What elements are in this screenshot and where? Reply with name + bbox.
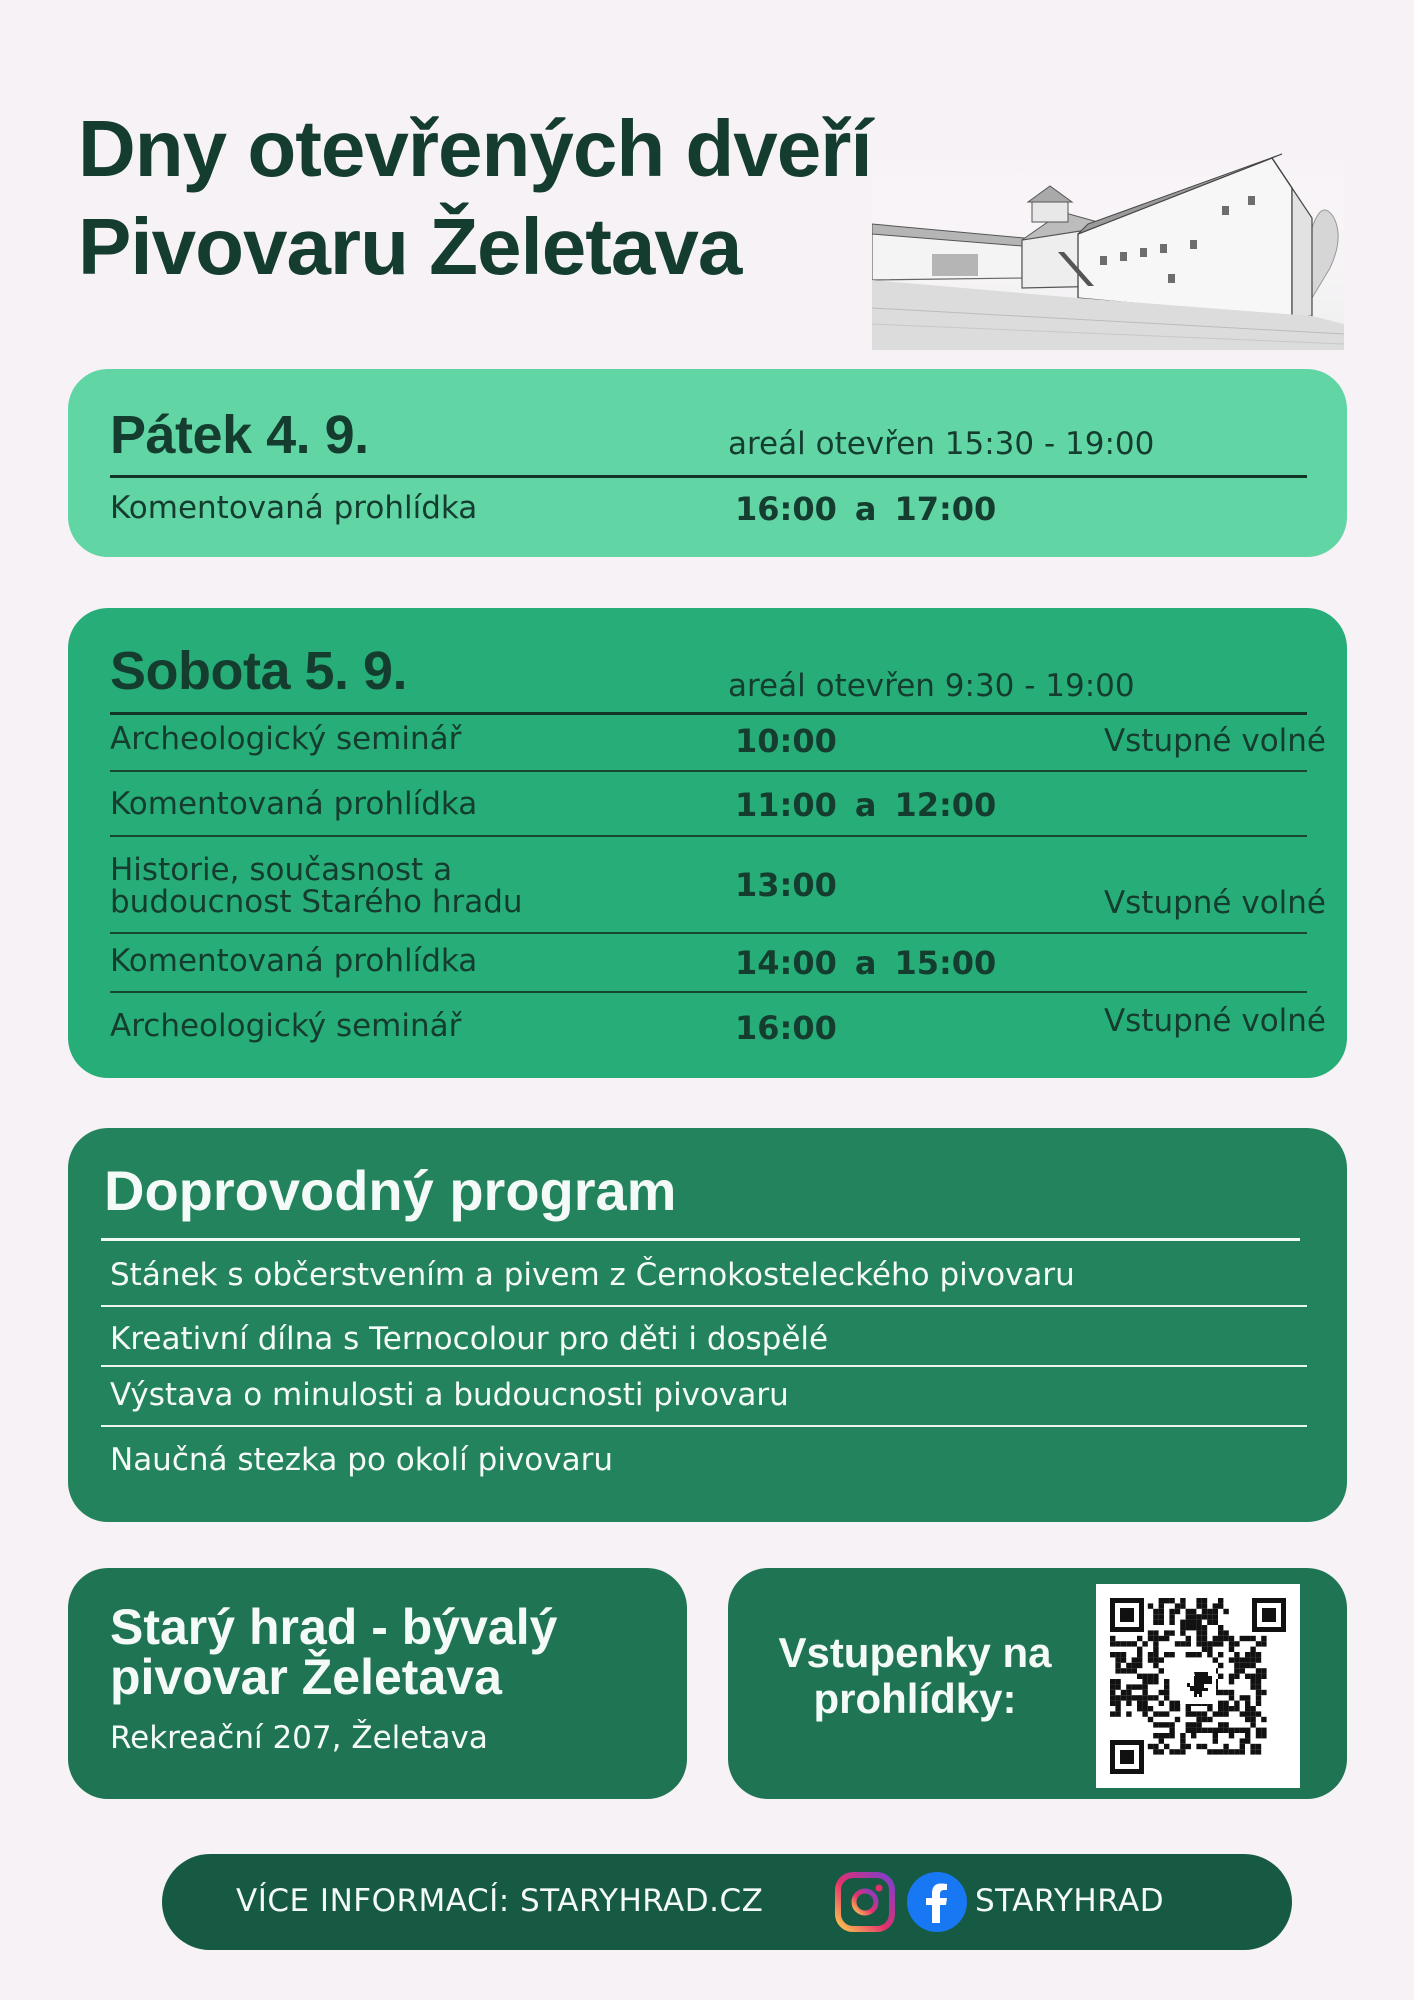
event-time: 10:00 [735, 722, 837, 760]
social-handle[interactable]: STARYHRAD [975, 1883, 1165, 1919]
program-heading: Doprovodný program [104, 1159, 677, 1222]
row-divider [110, 770, 1307, 772]
time-start: 16:00 [735, 490, 837, 528]
location-name: Starý hrad - bývalý pivovar Želetava [110, 1599, 558, 1705]
facebook-icon[interactable] [906, 1871, 968, 1933]
time-joiner: a [854, 944, 877, 982]
row-divider [110, 835, 1307, 837]
time-second: 15:00 [894, 944, 997, 982]
time-start: 14:00 [735, 944, 837, 982]
friday-opening-hours: areál otevřen 15:30 - 19:00 [728, 426, 1155, 462]
saturday-divider [110, 712, 1307, 715]
friday-divider [110, 475, 1307, 478]
time-second: 17:00 [894, 490, 997, 528]
event-name-line-1: Historie, současnost a [110, 852, 453, 888]
page-title [78, 100, 872, 296]
row-divider [110, 991, 1307, 993]
free-entry-note: Vstupné volné [1103, 885, 1326, 921]
qr-code-icon[interactable] [1096, 1584, 1300, 1788]
event-name: Komentovaná prohlídka [110, 943, 478, 979]
friday-day-heading: Pátek 4. 9. [110, 405, 369, 465]
event-time: 13:00 [735, 866, 837, 904]
row-divider [110, 932, 1307, 934]
brewery-illustration [872, 148, 1344, 350]
row-divider [101, 1305, 1307, 1307]
row-divider [101, 1425, 1307, 1427]
program-item: Kreativní dílna s Ternocolour pro děti i dospělé [110, 1321, 829, 1357]
more-info-link[interactable]: VÍCE INFORMACÍ: STARYHRAD.CZ [236, 1883, 764, 1919]
event-name: Komentovaná prohlídka [110, 786, 478, 822]
event-time [735, 786, 996, 824]
event-time [735, 490, 996, 528]
time-joiner: a [854, 490, 877, 528]
event-name-line-2: budoucnost Starého hradu [110, 884, 523, 920]
program-divider [101, 1238, 1300, 1241]
time-joiner: a [854, 786, 877, 824]
saturday-opening-hours: areál otevřen 9:30 - 19:00 [728, 668, 1135, 704]
event-time [735, 944, 996, 982]
title-line-2: Pivovaru Želetava [78, 202, 742, 291]
program-item: Naučná stezka po okolí pivovaru [110, 1442, 613, 1478]
row-divider [101, 1365, 1307, 1367]
tickets-label: Vstupenky na prohlídky: [778, 1629, 1052, 1722]
event-name [110, 854, 523, 918]
title-line-1: Dny otevřených dveří [78, 104, 872, 193]
time-second: 12:00 [894, 786, 997, 824]
saturday-day-heading: Sobota 5. 9. [110, 641, 408, 701]
location-address: Rekreační 207, Želetava [110, 1720, 488, 1756]
event-time: 16:00 [735, 1009, 837, 1047]
free-entry-note: Vstupné volné [1103, 1003, 1326, 1039]
program-item: Výstava o minulosti a budoucnosti pivovaru [110, 1377, 789, 1413]
event-name: Archeologický seminář [110, 1008, 462, 1044]
program-item: Stánek s občerstvením a pivem z Černokosteleckého pivovaru [110, 1257, 1075, 1293]
time-start: 11:00 [735, 786, 837, 824]
free-entry-note: Vstupné volné [1103, 723, 1326, 759]
instagram-icon[interactable] [834, 1871, 896, 1933]
event-name: Komentovaná prohlídka [110, 490, 478, 526]
event-name: Archeologický seminář [110, 721, 462, 757]
